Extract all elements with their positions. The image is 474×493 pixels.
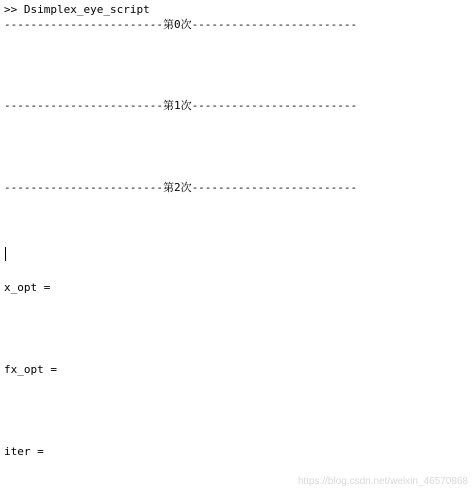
divider-iteration-2: ------------------------第2次-------------------------: [4, 181, 358, 194]
iter-label: iter =: [4, 445, 44, 458]
fx-opt-label: fx_opt =: [4, 363, 57, 376]
text-cursor: [5, 247, 6, 261]
divider-iteration-1: ------------------------第1次-------------------------: [4, 99, 358, 112]
x-opt-label: x_opt =: [4, 281, 51, 294]
command-prompt: >> Dsimplex_eye_script: [4, 3, 150, 16]
divider-iteration-0: ------------------------第0次-------------------------: [4, 18, 358, 31]
watermark: https://blog.csdn.net/weixin_46570868: [297, 476, 468, 487]
